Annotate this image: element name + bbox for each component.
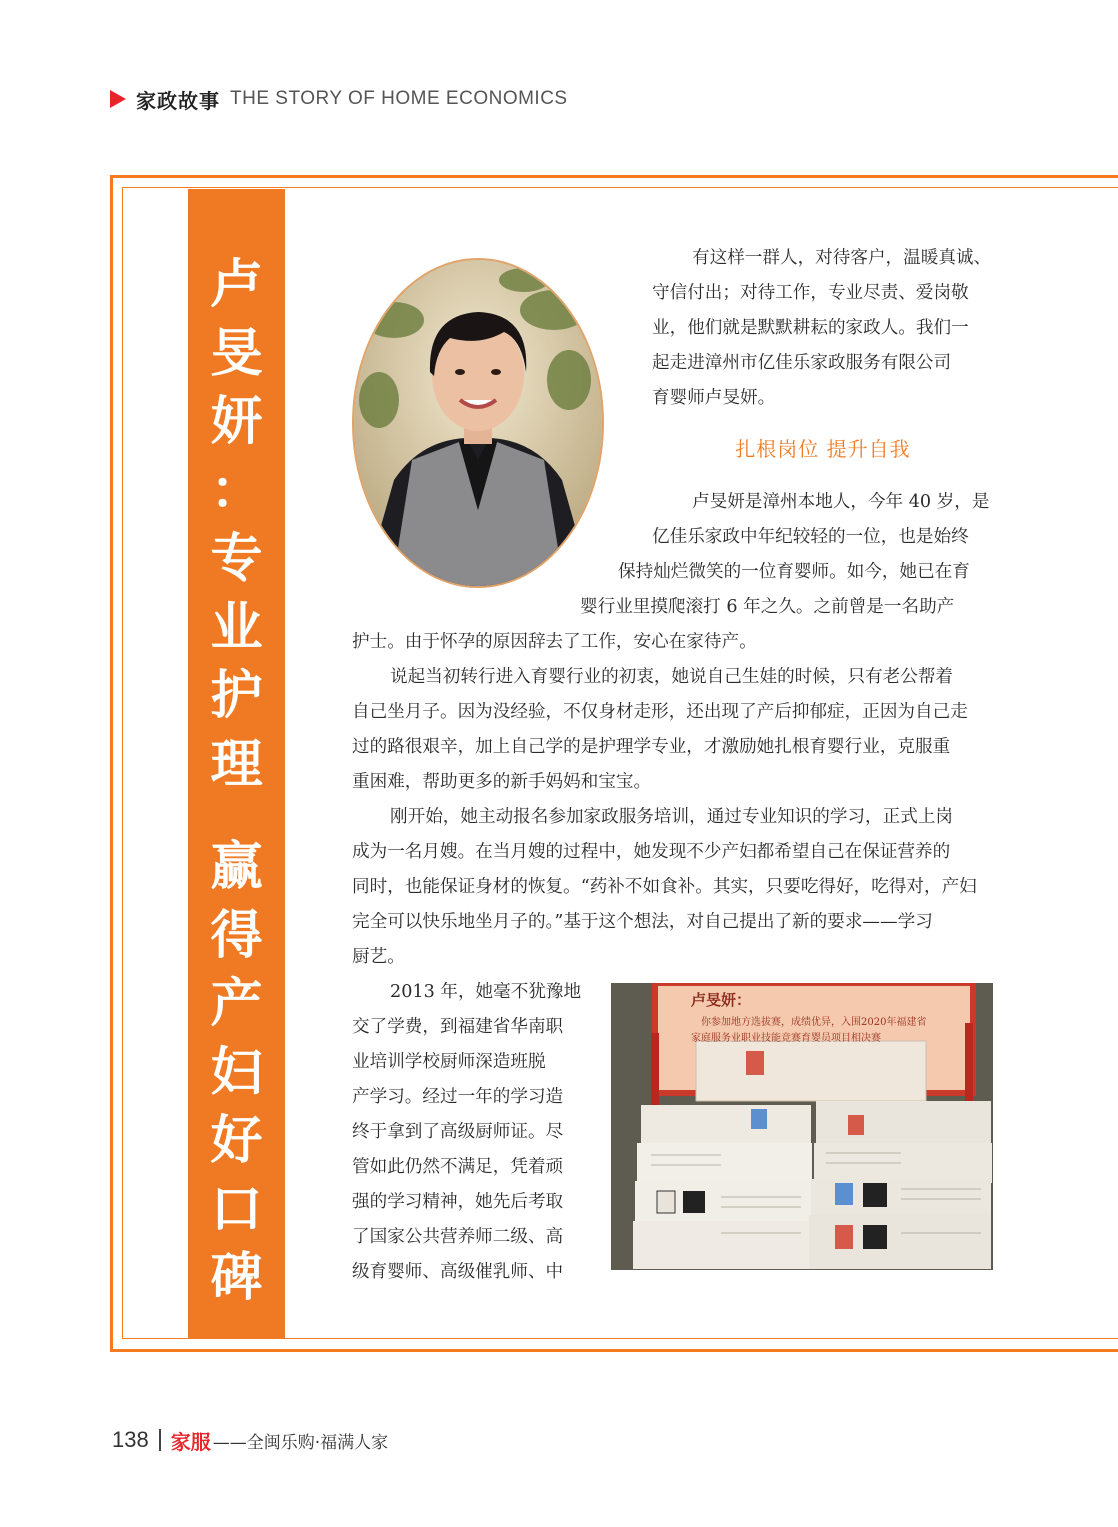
body-paragraph-1-line2 [652, 520, 993, 555]
body-paragraph-2 [352, 660, 993, 800]
title-char: 碑 [210, 1247, 263, 1308]
text-line: 完全可以快乐地坐月子的。”基于这个想法，对自己提出了新的要求——学习 [352, 912, 933, 932]
text-line: 起走进漳州市亿佳乐家政服务有限公司 [652, 353, 952, 373]
page-footer [112, 1425, 388, 1455]
footer-divider [159, 1429, 161, 1451]
text-line: 过的路很艰辛，加上自己学的是护理学专业，才激励她扎根育婴行业，克服重 [352, 737, 951, 757]
title-char: 专 [210, 528, 263, 589]
certificates-photo [611, 983, 993, 1270]
text-line: 卢旻妍是漳州本地人，今年 40 岁，是 [692, 492, 990, 512]
title-char: 妇 [210, 1041, 263, 1103]
section-title-cn: 家政故事 [136, 88, 220, 113]
text-line: 产学习。经过一年的学习造 [352, 1087, 564, 1107]
text-line: 业，他们就是默默耕耘的家政人。我们一 [652, 318, 969, 338]
body-paragraph-1-line4 [580, 590, 993, 625]
title-char: 理 [210, 733, 263, 795]
title-char: 旻 [210, 322, 263, 384]
certificate-line-2: 家庭服务业职业技能竞赛育婴员项目相决赛 [691, 1033, 881, 1044]
title-char: 业 [210, 596, 263, 658]
text-line: 级育婴师、高级催乳师、中 [352, 1262, 564, 1282]
certificate-line-1: 你参加地方选拔赛，成绩优异，入围2020年福建省 [701, 1017, 927, 1028]
title-char: ： [210, 459, 263, 521]
body-paragraph-4 [352, 975, 584, 1290]
text-line: 婴行业里摸爬滚打 6 年之久。之前曾是一名助产 [580, 597, 955, 617]
intro-paragraph [652, 241, 993, 276]
title-banner [188, 189, 285, 1339]
text-line: 2013 年，她毫不犹豫地 [390, 982, 582, 1002]
text-line: 管如此仍然不满足，凭着顽 [352, 1157, 564, 1177]
text-line: 同时，也能保证身材的恢复。“药补不如食补。其实，只要吃得好，吃得对，产妇 [352, 877, 977, 897]
title-spacer [188, 799, 285, 833]
text-line: 自己坐月子。因为没经验，不仅身材走形，还出现了产后抑郁症，正因为自己走 [352, 702, 968, 722]
text-line: 守信付出；对待工作，专业尽责、爱岗敬 [652, 283, 969, 303]
text-line: 说起当初转行进入育婴行业的初衷，她说自己生娃的时候，只有老公帮着 [390, 667, 954, 687]
text-line: 强的学习精神，她先后考取 [352, 1192, 564, 1212]
subheading: 扎根岗位 提升自我 [735, 437, 911, 461]
text-line: 成为一名月嫂。在当月嫂的过程中，她发现不少产妇都希望自己在保证营养的 [352, 842, 951, 862]
certificate-title: 卢旻妍： [691, 991, 752, 1009]
article-title [188, 251, 285, 1313]
title-char: 护 [210, 665, 263, 726]
section-title-en: THE STORY OF HOME ECONOMICS [230, 88, 568, 109]
text-line: 育婴师卢旻妍。 [652, 388, 776, 408]
text-line: 业培训学校厨师深造班脱 [352, 1052, 546, 1072]
red-triangle-icon [110, 90, 126, 108]
title-char: 卢 [210, 254, 263, 315]
title-char: 好 [210, 1110, 263, 1171]
text-line: 护士。由于怀孕的原因辞去了工作，安心在家待产。 [352, 632, 757, 652]
title-char: 赢 [210, 836, 263, 897]
intro-paragraph-cont [652, 276, 993, 416]
portrait-photo [352, 258, 604, 588]
text-line: 有这样一群人，对待客户，温暖真诚、 [692, 248, 992, 268]
title-char: 产 [210, 973, 263, 1034]
magazine-name: 家服 [170, 1429, 211, 1454]
body-paragraph-3 [352, 800, 993, 975]
text-line: 重困难，帮助更多的新手妈妈和宝宝。 [352, 772, 652, 792]
magazine-slogan: ——全闽乐购·福满人家 [212, 1432, 389, 1453]
section-header [110, 84, 568, 114]
text-line: 亿佳乐家政中年纪较轻的一位，也是始终 [652, 527, 969, 547]
text-line: 了国家公共营养师二级、高 [352, 1227, 564, 1247]
page-number: 138 [112, 1427, 149, 1452]
text-line: 厨艺。 [352, 947, 405, 967]
title-char: 口 [210, 1178, 263, 1240]
text-line: 终于拿到了高级厨师证。尽 [352, 1122, 564, 1142]
body-paragraph-1-line3 [618, 555, 993, 590]
text-line: 交了学费，到福建省华南职 [352, 1017, 564, 1037]
text-line: 刚开始，她主动报名参加家政服务培训，通过专业知识的学习，正式上岗 [390, 807, 954, 827]
body-paragraph-1 [692, 485, 993, 520]
title-char: 得 [210, 904, 263, 966]
body-paragraph-1-line5 [352, 625, 993, 660]
text-line: 保持灿烂微笑的一位育婴师。如今，她已在育 [618, 562, 970, 582]
title-char: 妍 [210, 391, 263, 452]
